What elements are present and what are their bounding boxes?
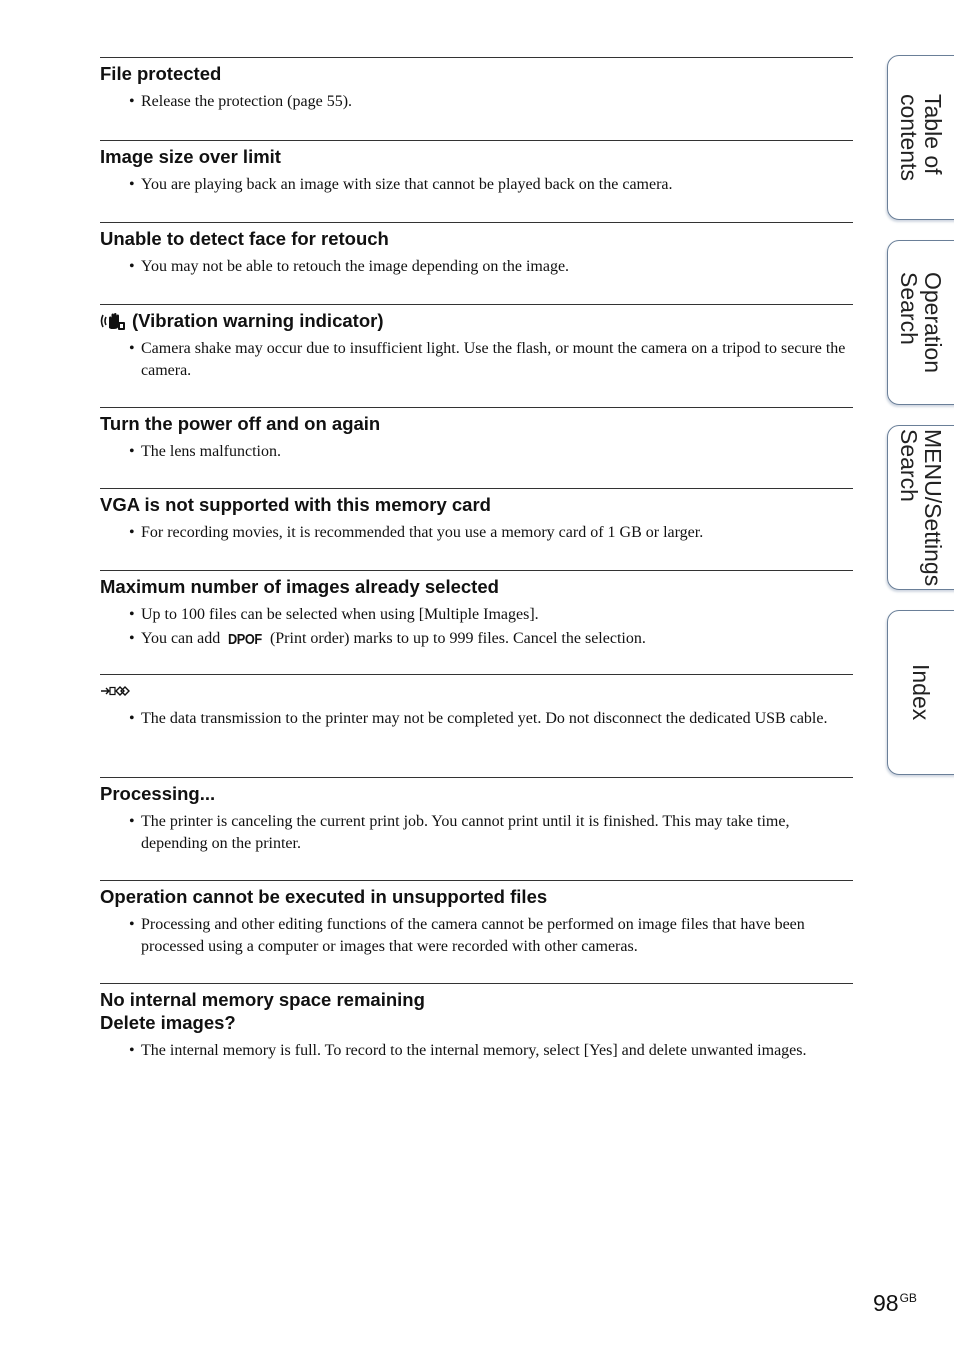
message-section <box>100 57 853 140</box>
list-item: • The internal memory is full. To record to the internal memory, select [Yes] and delete unwanted images. <box>100 1040 853 1062</box>
list-item: • The lens malfunction. <box>100 441 853 463</box>
list-item: • Release the protection (page 55). <box>100 91 853 113</box>
message-title-row <box>100 679 853 702</box>
message-title: Image size over limit <box>100 146 281 167</box>
list-item-text: (Print order) marks to up to 999 files. Cancel the selection. <box>269 630 646 647</box>
message-section <box>100 674 853 777</box>
message-title-row <box>100 309 853 332</box>
message-section <box>100 777 853 880</box>
vibration-warning-icon <box>100 311 126 331</box>
tab-label: Operation Search <box>896 271 946 373</box>
tab-label: MENU/Settings Search <box>896 428 946 587</box>
list-item: • You may not be able to retouch the image depending on the image. <box>100 256 853 278</box>
list-item: • Camera shake may occur due to insufficient light. Use the flash, or mount the camera on a tripod to secure the camera. <box>100 338 853 382</box>
message-section <box>100 304 853 407</box>
message-title: VGA is not supported with this memory card <box>100 494 491 515</box>
message-section <box>100 407 853 488</box>
list-item: • You are playing back an image with size that cannot be played back on the camera. <box>100 174 853 196</box>
message-section <box>100 140 853 222</box>
message-title: Operation cannot be executed in unsupported files <box>100 886 548 907</box>
list-item: • The printer is canceling the current print job. You cannot print until it is finished. This may take time, depending on the printer. <box>100 811 853 855</box>
message-section <box>100 222 853 304</box>
troubleshooting-messages <box>100 57 853 1098</box>
page-number-suffix: GB <box>899 1291 917 1305</box>
list-item: • For recording movies, it is recommended that you use a memory card of 1 GB or larger. <box>100 522 853 544</box>
message-title: Unable to detect face for retouch <box>100 228 389 249</box>
list-item: • The data transmission to the printer may not be completed yet. Do not disconnect the dedicated USB cable. <box>100 708 853 730</box>
message-title: Processing... <box>100 783 216 804</box>
message-section <box>100 488 853 570</box>
message-section <box>100 880 853 983</box>
tab-index[interactable] <box>887 610 954 775</box>
dpof-mark: DPOF <box>228 631 262 648</box>
list-item: • Processing and other editing functions of the camera cannot be performed on image files that have been processed using a computer or images that were recorded with other cameras. <box>100 914 853 958</box>
tab-label: Index <box>908 664 934 721</box>
message-title: Turn the power off and on again <box>100 413 381 434</box>
list-item-text: You can add <box>141 630 221 647</box>
message-title: No internal memory space remaining <box>100 989 425 1010</box>
tab-table-of-contents[interactable] <box>887 55 954 220</box>
message-section <box>100 570 853 674</box>
message-title: File protected <box>100 63 222 84</box>
tab-operation-search[interactable] <box>887 240 954 405</box>
usb-transfer-icon <box>100 684 132 698</box>
message-title-2: Delete images? <box>100 1012 236 1033</box>
page-number-value: 98 <box>873 1290 899 1316</box>
message-title: (Vibration warning indicator) <box>132 310 384 331</box>
list-item <box>100 628 853 651</box>
message-title: Maximum number of images already selected <box>100 576 499 597</box>
page-number <box>873 1290 917 1317</box>
tab-menu-settings-search[interactable] <box>887 425 954 590</box>
message-section <box>100 983 853 1098</box>
list-item: • Up to 100 files can be selected when using [Multiple Images]. <box>100 604 853 626</box>
tab-label: Table of contents <box>896 94 946 181</box>
